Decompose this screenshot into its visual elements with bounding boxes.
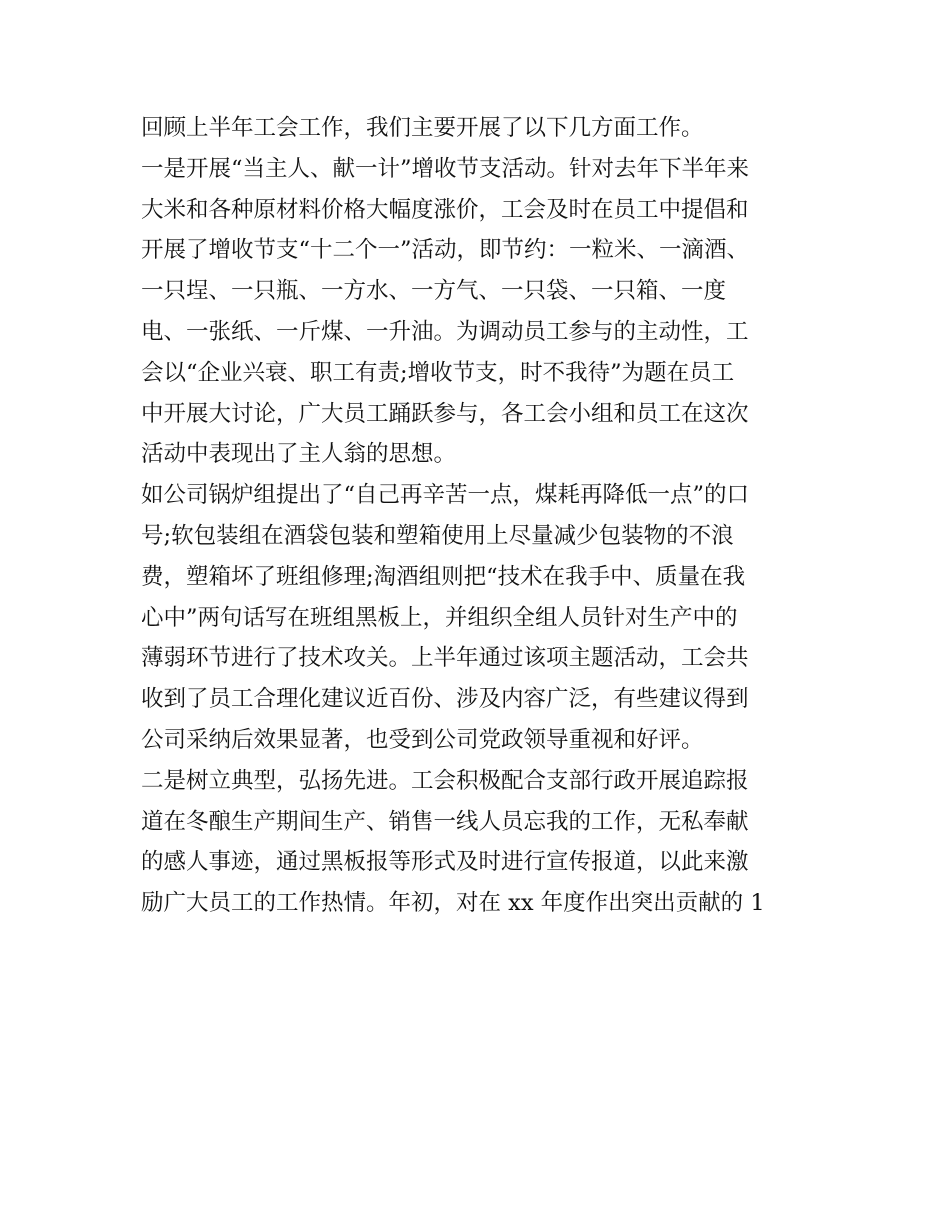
text-line: 回顾上半年工会工作，我们主要开展了以下几方面工作。 [141,115,704,141]
text-line: 二是树立典型，弘扬先进。工会积极配合支部行政开展追踪报 [141,767,749,794]
text-line: 的感人事迹，通过黑板报等形式及时进行宣传报道，以此来激 [141,849,749,876]
text-line: 薄弱环节进行了技术攻关。上半年通过该项主题活动，工会共 [141,645,749,672]
text-line: 开展了增收节支“十二个一”活动，即节约：一粒米、一滴酒、 [141,237,750,264]
text-line: 励广大员工的工作热情。年初，对在 xx 年度作出突出贡献的 1 [141,890,765,917]
text-line: 活动中表现出了主人翁的思想。 [141,441,457,468]
text-line: 一只埕、一只瓶、一方水、一方气、一只袋、一只箱、一度 [141,278,727,305]
text-line: 公司采纳后效果显著，也受到公司党政领导重视和好评。 [141,726,704,753]
text-line: 大米和各种原材料价格大幅度涨价，工会及时在员工中提倡和 [141,196,749,223]
text-line: 电、一张纸、一斤煤、一升油。为调动员工参与的主动性，工 [141,318,749,345]
text-line: 会以“企业兴衰、职工有责;增收节支，时不我待”为题在员工 [141,359,735,386]
text-line: 费，塑箱坏了班组修理;淘酒组则把“技术在我手中、质量在我 [141,563,746,590]
text-line: 号;软包装组在酒袋包装和塑箱使用上尽量减少包装物的不浪 [141,522,734,549]
text-line: 道在冬酿生产期间生产、销售一线人员忘我的工作，无私奉献 [141,808,749,835]
text-line: 心中”两句话写在班组黑板上，并组织全组人员针对生产中的 [141,604,738,631]
text-line: 如公司锅炉组提出了“自己再辛苦一点，煤耗再降低一点”的口 [141,482,750,509]
text-line: 一是开展“当主人、献一计”增收节支活动。针对去年下半年来 [141,155,750,182]
document-body [141,108,821,924]
text-line: 中开展大讨论，广大员工踊跃参与，各工会小组和员工在这次 [141,400,749,427]
text-line: 收到了员工合理化建议近百份、涉及内容广泛，有些建议得到 [141,686,749,713]
